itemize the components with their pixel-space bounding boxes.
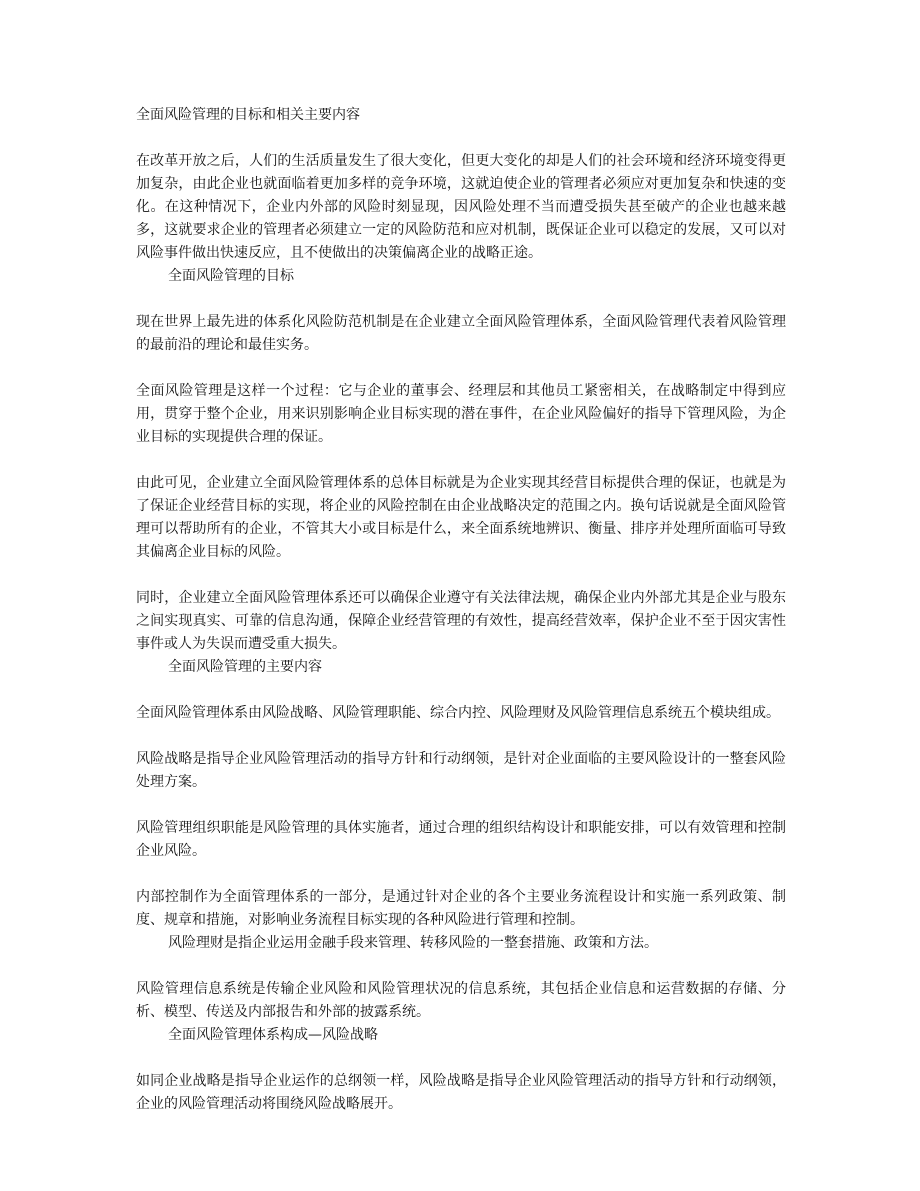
document-title: 全面风险管理的目标和相关主要内容 [136,107,360,123]
paragraph-9: 风险理财是指企业运用金融手段来管理、转移风险的一整套措施、政策和方法。 [168,935,658,951]
paragraph-5: 全面风险管理体系由风险战略、风险管理职能、综合内控、风险理财及风险管理信息系统五个模块组成。 [136,705,780,721]
paragraph-1: 现在世界上最先进的体系化风险防范机制是在企业建立全面风险管理体系，全面风险管理代表着风险管理的最前沿的理论和最佳实务。 [136,314,786,353]
heading-goal: 全面风险管理的目标 [168,268,294,284]
heading-content: 全面风险管理的主要内容 [168,659,322,675]
document-body [136,104,786,1139]
paragraph-7: 风险管理组织职能是风险管理的具体实施者，通过合理的组织结构设计和职能安排，可以有效管理和控制企业风险。 [136,820,786,859]
paragraph-10: 风险管理信息系统是传输企业风险和风险管理状况的信息系统，其包括企业信息和运营数据的存储、分析、模型、传送及内部报告和外部的披露系统。 [136,981,786,1020]
paragraph-2: 全面风险管理是这样一个过程：它与企业的董事会、经理层和其他员工紧密相关，在战略制定中得到应用，贯穿于整个企业，用来识别影响企业目标实现的潜在事件，在企业风险偏好的指导下管理风险，为企业目标的实现提供合理的保证。 [136,383,786,445]
paragraph-6: 风险战略是指导企业风险管理活动的指导方针和行动纲领，是针对企业面临的主要风险设计的一整套风险处理方案。 [136,751,786,790]
paragraph-3: 由此可见，企业建立全面风险管理体系的总体目标就是为企业实现其经营目标提供合理的保证，也就是为了保证企业经营目标的实现，将企业的风险控制在由企业战略决定的范围之内。换句话说就是全面风险管理可以帮助所有的企业，不管其大小或目标是什么，来全面系统地辨识、衡量、排序并处理所面临可导致其偏离企业目标的风险。 [136,475,786,560]
paragraph-4: 同时，企业建立全面风险管理体系还可以确保企业遵守有关法律法规，确保企业内外部尤其是企业与股东之间实现真实、可靠的信息沟通，保障企业经营管理的有效性，提高经营效率，保护企业不至于因灾害性事件或人为失误而遭受重大损失。 [136,590,786,652]
heading-structure: 全面风险管理体系构成—风险战略 [168,1027,378,1043]
paragraph-8: 内部控制作为全面管理体系的一部分，是通过针对企业的各个主要业务流程设计和实施一系列政策、制度、规章和措施，对影响业务流程目标实现的各种风险进行管理和控制。 [136,889,786,928]
paragraph-11: 如同企业战略是指导企业运作的总纲领一样，风险战略是指导企业风险管理活动的指导方针和行动纲领，企业的风险管理活动将围绕风险战略展开。 [136,1073,786,1112]
intro-paragraph: 在改革开放之后，人们的生活质量发生了很大变化，但更大变化的却是人们的社会环境和经济环境变得更加复杂，由此企业也就面临着更加多样的竞争环境，这就迫使企业的管理者必须应对更加复杂和快速的变化。在这种情况下，企业内外部的风险时刻显现，因风险处理不当而遭受损失甚至破产的企业也越来越多，这就要求企业的管理者必须建立一定的风险防范和应对机制，既保证企业可以稳定的发展，又可以对风险事件做出快速反应，且不使做出的决策偏离企业的战略正途。 [136,153,786,261]
